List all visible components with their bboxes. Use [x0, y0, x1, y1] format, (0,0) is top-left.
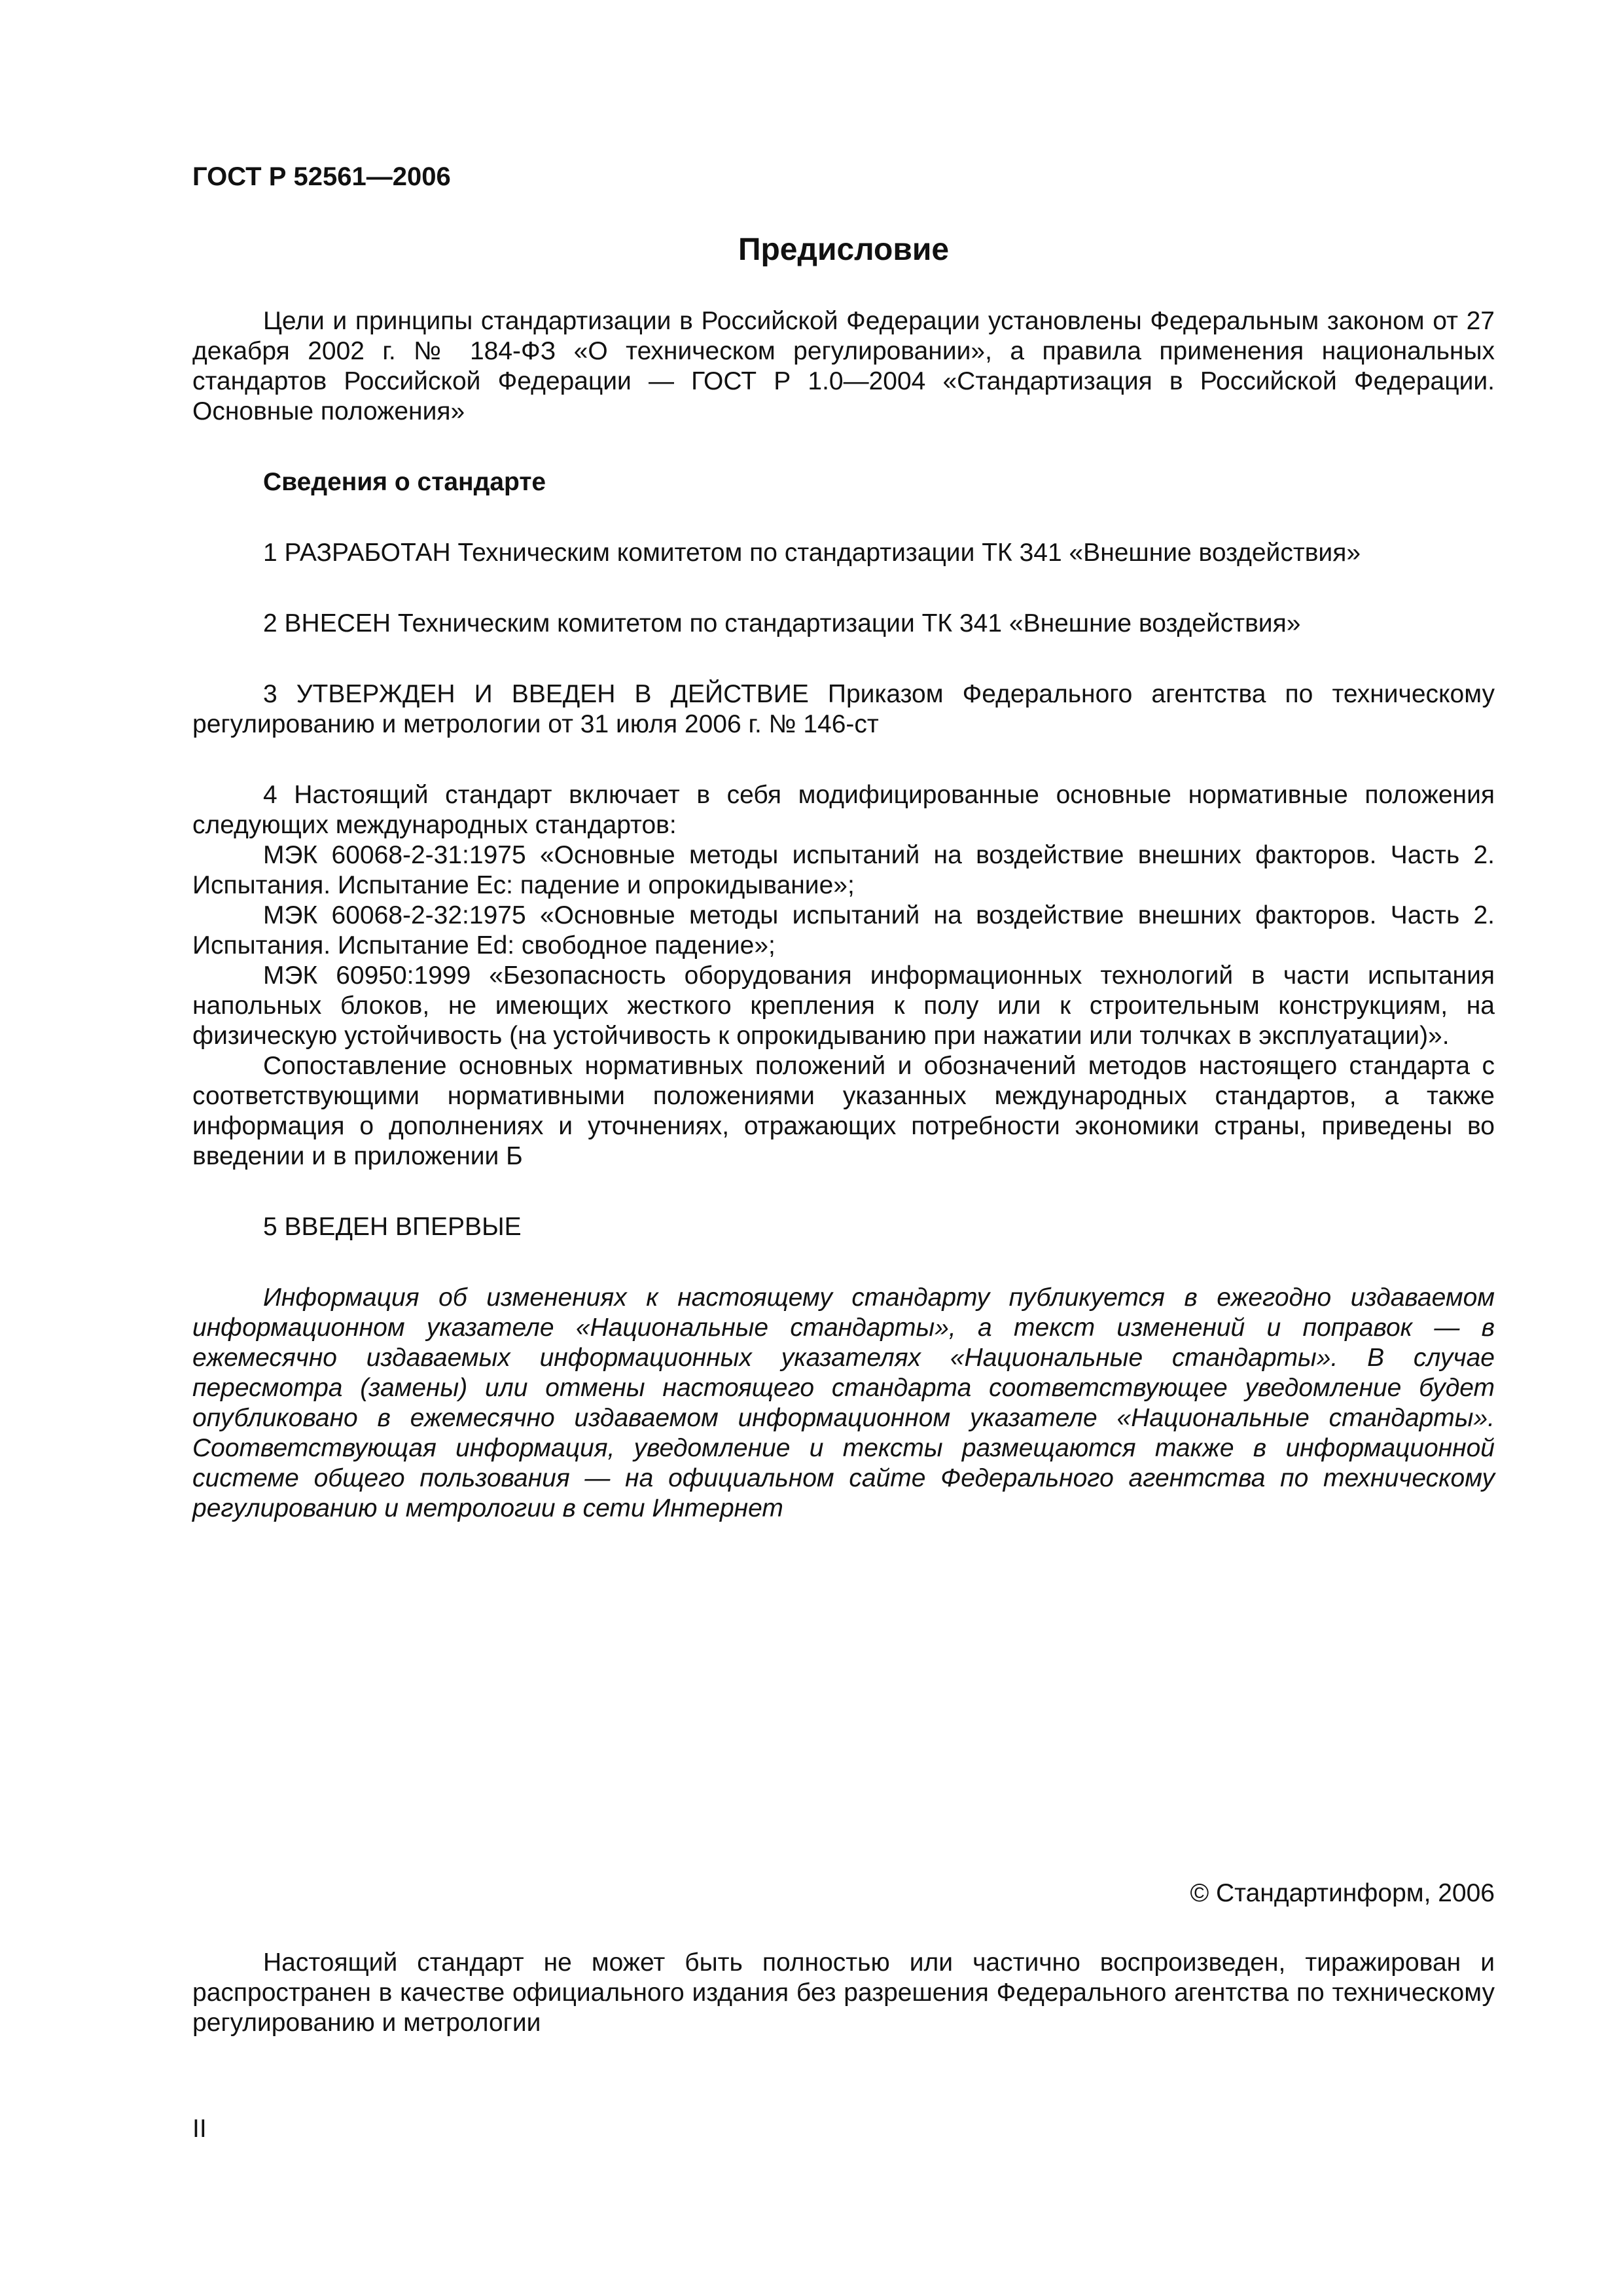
page-title: Предисловие — [738, 232, 950, 267]
page-number: II — [192, 2115, 207, 2143]
iec-60068-2-31-reference: МЭК 60068-2-31:1975 «Основные методы испытаний на воздействие внешних факторов. Часть 2. Испытания. Испытание Ec: падение и опрокидывание»; — [192, 841, 1495, 899]
iec-60950-reference: МЭК 60950:1999 «Безопасность оборудования информационных технологий в части испытания напольных блоков, не имеющих жесткого крепления к полу или к строительным конструкциям, на физическую устойчивость (на устойчивость к опрокидыванию при нажатии или толчках в эксплуатации)». — [192, 961, 1495, 1050]
comparison-paragraph: Сопоставление основных нормативных положений и обозначений методов настоящего стандарта с соответствующими нормативными положениями указанных международных стандартов, а также информация о дополнениях и уточнениях, отражающих потребности экономики страны, приведены во введении и в приложении Б — [192, 1052, 1495, 1170]
item-approved: 3 УТВЕРЖДЕН И ВВЕДЕН В ДЕЙСТВИЕ Приказом Федерального агентства по техническому регулированию и метрологии от 31 июля 2006 г. № 146-ст — [192, 680, 1495, 738]
reproduction-notice: Настоящий стандарт не может быть полностью или частично воспроизведен, тиражирован и распространен в качестве официального издания без разрешения Федерального агентства по техническому регулированию и метрологии — [192, 1948, 1495, 2037]
item-submitted: 2 ВНЕСЕН Техническим комитетом по стандартизации ТК 341 «Внешние воздействия» — [263, 609, 1301, 637]
preface-content — [192, 306, 1495, 1524]
standard-code: ГОСТ Р 52561—2006 — [192, 162, 451, 191]
item-developed: 1 РАЗРАБОТАН Техническим комитетом по стандартизации ТК 341 «Внешние воздействия» — [263, 539, 1361, 567]
item-international-standards: 4 Настоящий стандарт включает в себя модифицированные основные нормативные положения следующих международных стандартов: — [192, 781, 1495, 839]
intro-paragraph: Цели и принципы стандартизации в Российской Федерации установлены Федеральным законом от 27 декабря 2002 г. № 184-ФЗ «О техническом регулировании», а правила применения национальных стандартов Российской Федерации — ГОСТ Р 1.0—2004 «Стандартизация в Российской Федерации. Основные положения» — [192, 307, 1495, 425]
standard-info-heading: Сведения о стандарте — [263, 468, 546, 496]
iec-60068-2-32-reference: МЭК 60068-2-32:1975 «Основные методы испытаний на воздействие внешних факторов. Часть 2. Испытания. Испытание Ed: свободное падение»; — [192, 901, 1495, 960]
changes-notice: Информация об изменениях к настоящему стандарту публикуется в ежегодно издаваемом информационном указателе «Национальные стандарты», а текст изменений и поправок — в ежемесячно издаваемых информационных указателях «Национальные стандарты». В случае пересмотра (замены) или отмены настоящего стандарта соответствующее уведомление будет опубликовано в ежемесячно издаваемом информационном указателе «Национальные стандарты». Соответствующая информация, уведомление и тексты размещаются также в информационной системе общего пользования — на официальном сайте Федерального агентства по техническому регулированию и метрологии в сети Интернет — [192, 1283, 1495, 1522]
item-first-introduced: 5 ВВЕДЕН ВПЕРВЫЕ — [263, 1213, 522, 1241]
copyright-line: © Стандартинформ, 2006 — [1190, 1879, 1495, 1907]
